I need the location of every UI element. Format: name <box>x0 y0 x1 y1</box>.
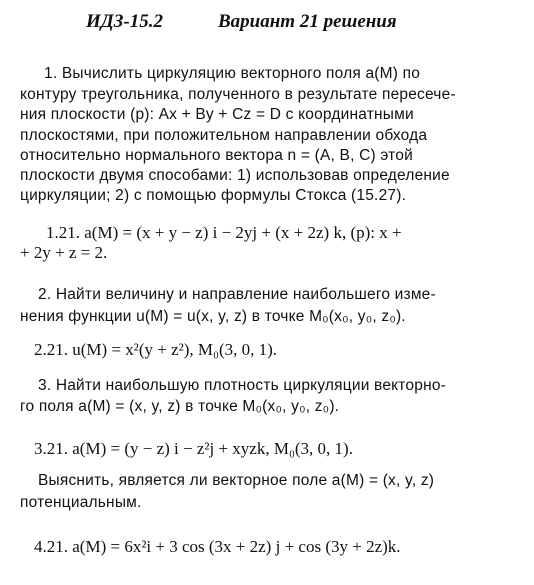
problem-2-line: нения функции u(M) = u(x, y, z) в точке M₀(x₀, y₀, z₀). <box>20 308 406 325</box>
header-right: Вариант 21 решения <box>218 11 397 32</box>
problem-2-line: 2. Найти величину и направление наибольшего изме- <box>38 286 436 303</box>
problem-1-variant-line: 1.21. a(M) = (x + y − z) i − 2yj + (x + 2z) k, (p): x + <box>46 223 402 242</box>
problem-1-line: относительно нормального вектора n = (A, B, C) этой <box>20 147 413 164</box>
problem-4-line: Выяснить, является ли векторное поле a(M) = (x, y, z) <box>38 472 435 489</box>
problem-1-line: контуру треугольника, полученного в результате пересече- <box>20 86 456 103</box>
problem-2-variant-line: 2.21. u(M) = x²(y + z²), M₀(3, 0, 1). <box>34 340 278 359</box>
problem-3-line: го поля a(M) = (x, y, z) в точке M₀(x₀, y₀, z₀). <box>20 398 340 415</box>
problem-4-line: потенциальным. <box>20 494 142 511</box>
problem-1-line: 1. Вычислить циркуляцию векторного поля a(M) по <box>44 65 421 82</box>
problem-3-line: 3. Найти наибольшую плотность циркуляции векторно- <box>38 377 447 394</box>
problem-3-variant-line: 3.21. a(M) = (y − z) i − z²j + xyzk, M₀(3, 0, 1). <box>34 439 353 458</box>
header-left: ИДЗ-15.2 <box>86 11 164 32</box>
problem-1-line: плоскостями, при положительном направлении обхода <box>20 127 428 144</box>
problem-1-line: плоскости двумя способами: 1) использовав определение <box>20 167 450 184</box>
problem-1-variant-line: + 2y + z = 2. <box>20 243 108 262</box>
problem-1-line: ния плоскости (p): Ax + By + Cz = D с координатными <box>20 106 414 123</box>
problem-1-line: циркуляции; 2) с помощью формулы Стокса (15.27). <box>20 187 407 204</box>
problem-4-variant-line: 4.21. a(M) = 6x²i + 3 cos (3x + 2z) j + cos (3y + 2z)k. <box>34 537 401 556</box>
